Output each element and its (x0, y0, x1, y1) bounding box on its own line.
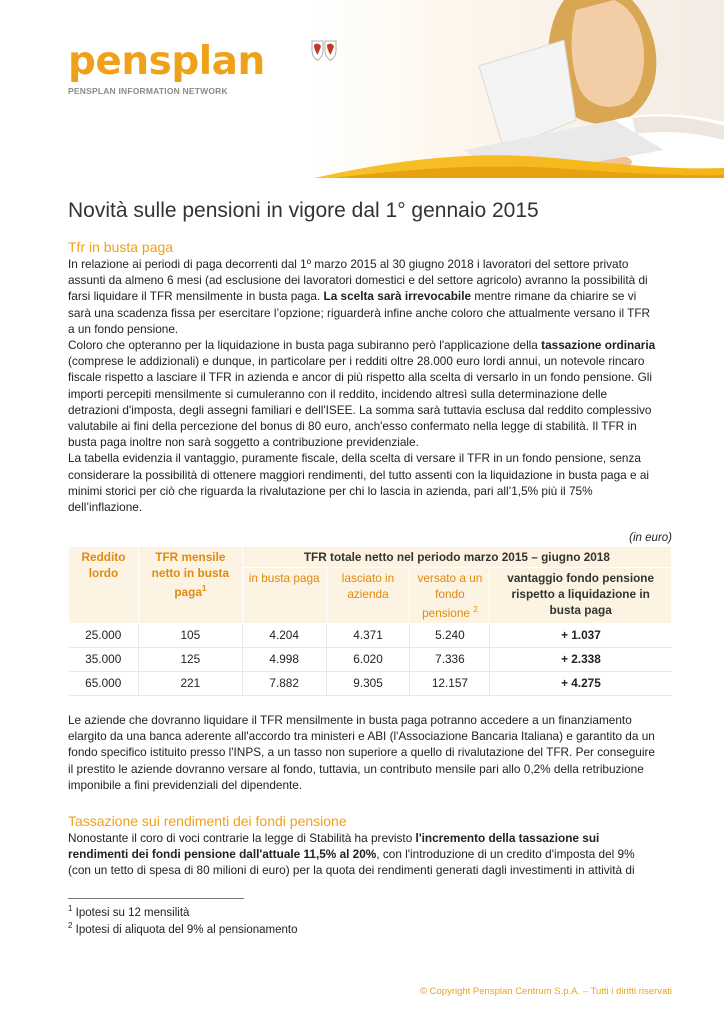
cell-azienda: 4.371 (326, 623, 410, 647)
header-versato-fondo: versato a un fondo pensione $^2$ (410, 568, 490, 624)
section-tassazione-rendimenti (68, 812, 658, 879)
cell-azienda: 9.305 (326, 671, 410, 695)
section-heading: Tassazione sui rendimenti dei fondi pensione (68, 813, 347, 829)
header-lasciato-in-azienda: lasciato in azienda (326, 568, 410, 624)
table-row (69, 647, 672, 671)
table-row (69, 671, 672, 695)
pensplan-logo: pensplan (68, 39, 265, 84)
cell-vantaggio: + 4.275 (490, 671, 672, 695)
cell-tfr-mensile: 125 (138, 647, 242, 671)
page-title: Novità sulle pensioni in vigore dal 1° gennaio 2015 (68, 199, 539, 222)
paragraph: Coloro che opteranno per la liquidazione in busta paga subiranno però l'applicazione della tassazione ordinaria (comprese le addizionali) e dunque, in particolare per i redditi oltre 28.000 euro lordi annui, un notevole rincaro fiscale rispetto a lasciare il TFR in azienda e ancor di più rispetto alla scelta di versarlo in un fondo pensione. Gli importi percepiti mensilmente si cumuleranno con il reddito, incidendo altresì sulla determinazione delle detrazioni d'imposta, degli assegni familiari e dell'ISEE. La somma sarà tuttavia esclusa dal reddito complessivo valutabile ai fini della percezione del bonus di 80 euro, anch'esso confermato nella legge di stabilità. Il TFR in busta paga inoltre non sarà soggetto a contribuzione previdenziale. (68, 338, 656, 450)
cell-vantaggio: + 1.037 (490, 623, 672, 647)
cell-busta: 7.882 (242, 671, 326, 695)
section-finanziamento (68, 712, 658, 793)
region-coats-of-arms-icon (311, 40, 337, 67)
header-vantaggio: vantaggio fondo pensione rispetto a liquidazione in busta paga (490, 568, 672, 624)
header-banner (0, 0, 724, 178)
cell-tfr-mensile: 221 (138, 671, 242, 695)
cell-fondo: 5.240 (410, 623, 490, 647)
cell-busta: 4.204 (242, 623, 326, 647)
cell-reddito: 65.000 (69, 671, 139, 695)
section-tfr-busta-paga (68, 238, 658, 515)
brand-block (68, 40, 265, 96)
paragraph: Le aziende che dovranno liquidare il TFR mensilmente in busta paga potranno accedere a un finanziamento elargito da una banca aderente all'accordo tra ministeri e ABI (l'Associazione Bancaria Italiana) e garantito da un fondo specifico istituito presso l'INPS, a un tasso non superiore a quello di rivalutazione del TFR. Per conseguire il prestito le aziende dovranno versare al fondo, tuttavia, un contributo mensile pari allo 0,2% della retribuzione imponibile a fini previdenziali del dipendente. (68, 713, 655, 792)
footnote-1: $^1$ Ipotesi su 12 mensilità (68, 904, 190, 919)
footnote-2: $^2$ Ipotesi di aliquota del 9% al pensionamento (68, 921, 298, 936)
cell-fondo: 7.336 (410, 647, 490, 671)
table-unit-note: (in euro) (629, 532, 672, 544)
header-tfr-totale: TFR totale netto nel periodo marzo 2015 – giugno 2018 (242, 547, 671, 568)
cell-reddito: 35.000 (69, 647, 139, 671)
tfr-comparison-table (68, 546, 672, 696)
header-photo (314, 0, 724, 178)
section-heading: Tfr in busta paga (68, 239, 174, 255)
cell-fondo: 12.157 (410, 671, 490, 695)
brand-tagline: PENSPLAN INFORMATION NETWORK (68, 86, 228, 96)
cell-reddito: 25.000 (69, 623, 139, 647)
cell-azienda: 6.020 (326, 647, 410, 671)
header-in-busta-paga: in busta paga (242, 568, 326, 624)
copyright-notice: © Copyright Pensplan Centrum S.p.A. – Tutti i diritti riservati (420, 986, 672, 997)
footnote-divider (68, 898, 244, 899)
table-row (69, 623, 672, 647)
cell-busta: 4.998 (242, 647, 326, 671)
paragraph: Nonostante il coro di voci contrarie la legge di Stabilità ha previsto l'incremento della tassazione sui rendimenti dei fondi pensione dall'attuale 11,5% al 20%, con l'introduzione di un credito d'imposta del 9% (con un tetto di spesa di 80 milioni di euro) per la quota dei rendimenti generati dagli investimenti in attività di (68, 831, 635, 878)
cell-vantaggio: + 2.338 (490, 647, 672, 671)
header-reddito: Reddito lordo (69, 547, 139, 624)
cell-tfr-mensile: 105 (138, 623, 242, 647)
paragraph: La tabella evidenzia il vantaggio, puramente fiscale, della scelta di versare il TFR in un fondo pensione, senza considerare la possibilità di ottenere maggiori rendimenti, del tutto assenti con la liquidazione in busta paga e ai minimi storici per ciò che riguarda la rivalutazione per chi lo lascia in azienda, pari all’1,5% più il 75% dell’inflazione. (68, 451, 650, 515)
paragraph: In relazione ai periodi di paga decorrenti dal 1º marzo 2015 al 30 giugno 2018 i lavoratori del settore privato assunti da almeno 6 mesi (ad esclusione dei lavoratori domestici e del settore agricolo) avranno la possibilità di farsi liquidare il TFR mensilmente in busta paga. La scelta sarà irrevocabile mentre rimane da chiarire se vi sarà una scadenza fissa per esercitare l’opzione; riguarderà infine anche coloro che attualmente versano il TFR a un fondo pensione. (68, 257, 651, 336)
header-tfr-mensile: TFR mensile netto in busta paga$^1$ (138, 547, 242, 624)
